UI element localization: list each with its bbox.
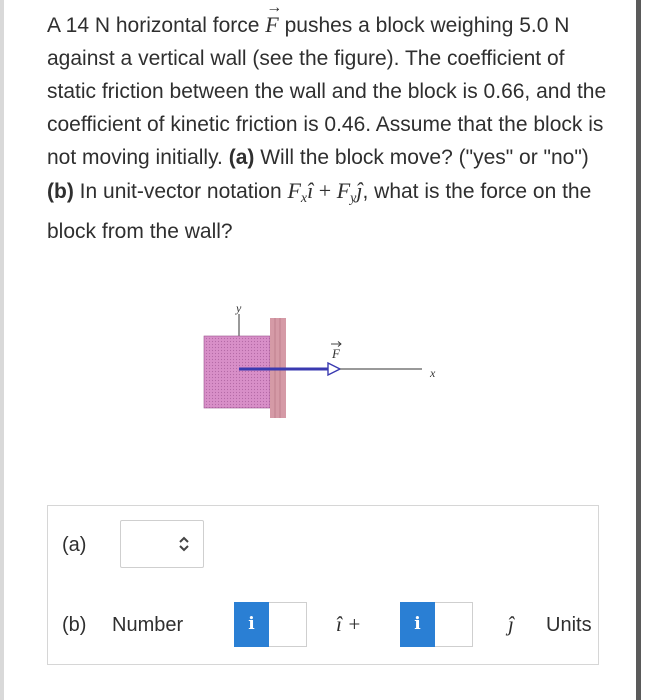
part-b-label: (b) — [62, 614, 87, 636]
number-input-y[interactable] — [435, 602, 473, 647]
units-dropdown[interactable]: Units — [546, 614, 592, 636]
i-hat-plus: î + — [336, 612, 362, 636]
right-border — [636, 0, 641, 700]
number-input-x[interactable] — [269, 602, 307, 647]
j-hat: ĵ — [508, 612, 514, 636]
part-b-text-1: In unit-vector notation — [79, 180, 282, 203]
intro-text: A 14 N horizontal force — [47, 14, 260, 37]
force-label: F — [332, 346, 340, 361]
part-a-marker: (a) — [228, 146, 255, 169]
force-diagram — [190, 292, 450, 432]
info-button-y[interactable]: i — [400, 602, 435, 647]
left-border — [0, 0, 4, 700]
part-b-sublabel: Number — [112, 614, 184, 636]
info-button-x[interactable]: i — [234, 602, 269, 647]
x-axis-label: x — [430, 366, 436, 380]
y-axis-label: y — [236, 301, 242, 315]
force-vector-symbol: → F — [265, 0, 283, 37]
part-b-marker: (b) — [47, 180, 74, 203]
force-arrow-head — [328, 363, 340, 375]
unit-vector-expression: $F_xî$ + $F_yĵ$ — [287, 178, 363, 206]
part-a-text: Will the block move? ("yes" or "no") — [260, 146, 589, 169]
part-a-dropdown[interactable] — [120, 520, 204, 568]
part-a-label: (a) — [62, 534, 87, 556]
problem-statement — [47, 0, 607, 248]
problem-body: pushes a block weighing 5.0 N against a vertical wall (see the figure). The coefficient of static friction between the wall and the block is 0.66, and the coefficient of kinetic friction is 0.46. Assume that the block is not moving initially. — [47, 14, 607, 169]
answer-panel — [47, 505, 599, 665]
updown-chevron-icon — [177, 533, 191, 555]
part-b-text-2: , what is the force on the block from the wall? — [47, 180, 592, 243]
block — [204, 336, 270, 408]
